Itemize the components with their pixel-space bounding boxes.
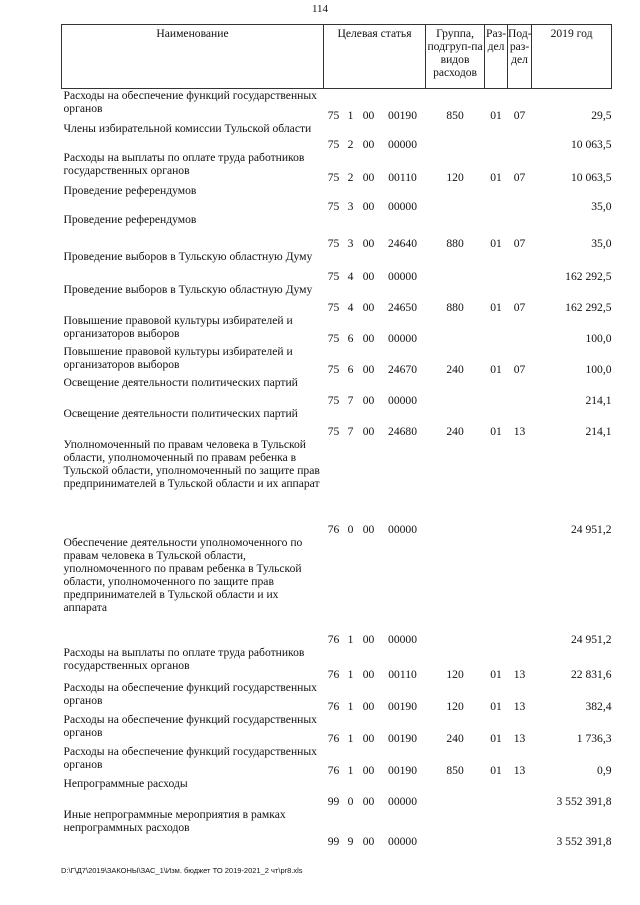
article-part-1: 75 [327, 237, 340, 250]
amount: 24 951,2 [570, 523, 612, 536]
section [485, 438, 508, 536]
subsection [508, 250, 532, 283]
budget-table [61, 24, 612, 848]
article-part-3: 00 [362, 732, 375, 745]
article-part-1: 75 [327, 270, 340, 283]
article-part-3: 00 [362, 237, 375, 250]
article-part-4: 00000 [388, 270, 418, 283]
table-row [62, 681, 612, 713]
row-name: Расходы на обеспечение функций государственных органов [63, 89, 317, 115]
expense-group: 120 [446, 700, 464, 713]
table-row [62, 314, 612, 345]
amount: 35,0 [591, 237, 612, 250]
section: 01 [490, 425, 502, 438]
amount: 24 951,2 [570, 633, 612, 646]
amount: 10 063,5 [570, 138, 612, 151]
article-part-4: 00000 [388, 633, 418, 646]
article-part-4: 00000 [388, 394, 418, 407]
row-name: Расходы на обеспечение функций государственных органов [63, 681, 317, 707]
row-name: Повышение правовой культуры избирателей и организаторов выборов [63, 345, 293, 371]
header-group: Группа, подгруп-па видов расходов [426, 25, 485, 89]
row-name: Проведение референдумов [63, 184, 197, 197]
article-part-2: 0 [347, 795, 354, 808]
article-part-1: 76 [327, 700, 340, 713]
amount: 382,4 [585, 700, 612, 713]
article-part-1: 76 [327, 668, 340, 681]
expense-group [426, 777, 485, 808]
subsection [508, 438, 532, 536]
article-part-4: 00000 [388, 138, 418, 151]
row-name: Проведение выборов в Тульскую областную Думу [63, 283, 313, 296]
subsection [508, 184, 532, 213]
table-row [62, 89, 612, 123]
article-part-4: 00190 [388, 764, 418, 777]
subsection: 13 [513, 425, 526, 438]
article-part-2: 2 [347, 138, 354, 151]
section [485, 184, 508, 213]
subsection: 07 [513, 171, 526, 184]
section: 01 [490, 109, 502, 122]
subsection: 13 [513, 668, 526, 681]
subsection [508, 536, 532, 646]
table-row [62, 808, 612, 848]
row-name: Расходы на выплаты по оплате труда работников государственных органов [63, 646, 305, 672]
subsection: 07 [513, 363, 526, 376]
article-part-2: 9 [347, 835, 354, 848]
article-part-2: 3 [347, 237, 354, 250]
header-name: Наименование [62, 25, 324, 89]
expense-group [426, 250, 485, 283]
article-part-4: 24650 [388, 301, 418, 314]
section: 01 [490, 732, 502, 745]
table-body [62, 89, 612, 849]
expense-group [426, 536, 485, 646]
table-row [62, 122, 612, 151]
article-part-1: 75 [327, 109, 340, 122]
section [485, 250, 508, 283]
article-part-3: 00 [362, 332, 375, 345]
article-part-4: 00000 [388, 795, 418, 808]
expense-group [426, 376, 485, 407]
article-part-1: 75 [327, 394, 340, 407]
subsection: 07 [513, 301, 526, 314]
article-part-2: 1 [347, 633, 354, 646]
article-part-2: 0 [347, 523, 354, 536]
article-part-2: 1 [347, 764, 354, 777]
row-name: Проведение референдумов [63, 213, 197, 226]
subsection: 13 [513, 700, 526, 713]
article-part-1: 75 [327, 301, 340, 314]
article-part-2: 1 [347, 732, 354, 745]
article-part-2: 3 [347, 200, 354, 213]
section: 01 [490, 668, 502, 681]
article-part-4: 00110 [388, 668, 417, 681]
expense-group: 240 [446, 425, 464, 438]
article-part-1: 75 [327, 171, 340, 184]
row-name: Уполномоченный по правам человека в Тульской области, уполномоченный по правам ребенка в Тульской области, уполномоченный по защите прав предпринимателей в Тульской области и их аппарат [63, 438, 320, 490]
article-part-1: 75 [327, 200, 340, 213]
section: 01 [490, 700, 502, 713]
file-path-footer: D:\Г\Д7\2019\ЗАКОНЫ\ЗАС_1\Изм. бюджет ТО 2019-2021_2 чт\pr8.xls [61, 866, 303, 875]
table-row [62, 151, 612, 184]
amount: 10 063,5 [570, 171, 612, 184]
article-part-2: 6 [347, 363, 354, 376]
expense-group: 880 [446, 301, 464, 314]
amount: 100,0 [585, 363, 612, 376]
article-part-3: 00 [362, 700, 375, 713]
header-subsection: Под-раз-дел [508, 25, 532, 89]
article-part-2: 2 [347, 171, 354, 184]
amount: 3 552 391,8 [556, 835, 612, 848]
table-row [62, 646, 612, 681]
header-section: Раз-дел [485, 25, 508, 89]
article-part-4: 00110 [388, 171, 417, 184]
article-part-2: 1 [347, 109, 354, 122]
article-part-4: 24670 [388, 363, 418, 376]
table-row [62, 536, 612, 646]
expense-group: 850 [446, 109, 464, 122]
subsection [508, 376, 532, 407]
article-part-4: 00000 [388, 835, 418, 848]
row-name: Освещение деятельности политических партий [63, 376, 298, 389]
article-part-1: 75 [327, 363, 340, 376]
amount: 162 292,5 [565, 270, 612, 283]
article-part-3: 00 [362, 109, 375, 122]
article-part-3: 00 [362, 270, 375, 283]
article-part-1: 75 [327, 425, 340, 438]
article-part-1: 76 [327, 523, 340, 536]
article-part-2: 7 [347, 394, 354, 407]
row-name: Члены избирательной комиссии Тульской области [63, 122, 312, 135]
row-name: Повышение правовой культуры избирателей и организаторов выборов [63, 314, 293, 340]
expense-group: 240 [446, 363, 464, 376]
article-part-1: 75 [327, 332, 340, 345]
subsection: 07 [513, 237, 526, 250]
amount: 29,5 [591, 109, 612, 122]
page-number: 114 [311, 3, 329, 15]
row-name: Обеспечение деятельности уполномоченного по правам человека в Тульской области, уполномоченного по правам ребенка в Тульской области, уполномоченного по защите прав предпринимателей в Тульской области и их аппарата [63, 536, 303, 614]
expense-group [426, 314, 485, 345]
table-row [62, 345, 612, 376]
article-part-2: 7 [347, 425, 354, 438]
article-part-4: 24680 [388, 425, 418, 438]
article-part-4: 00000 [388, 523, 418, 536]
article-part-3: 00 [362, 764, 375, 777]
section [485, 122, 508, 151]
expense-group [426, 438, 485, 536]
article-part-1: 76 [327, 764, 340, 777]
amount: 100,0 [585, 332, 612, 345]
article-part-3: 00 [362, 425, 375, 438]
article-part-2: 6 [347, 332, 354, 345]
article-part-1: 76 [327, 732, 340, 745]
article-part-2: 4 [347, 301, 354, 314]
article-part-1: 99 [327, 795, 340, 808]
article-part-1: 76 [327, 633, 340, 646]
section [485, 808, 508, 848]
expense-group: 880 [446, 237, 464, 250]
table-row [62, 745, 612, 777]
expense-group: 850 [446, 764, 464, 777]
row-name: Иные непрограммные мероприятия в рамках непрограммных расходов [63, 808, 286, 834]
article-part-1: 99 [327, 835, 340, 848]
expense-group: 240 [446, 732, 464, 745]
section: 01 [490, 764, 502, 777]
amount: 3 552 391,8 [556, 795, 612, 808]
article-part-3: 00 [362, 633, 375, 646]
subsection: 13 [513, 732, 526, 745]
section: 01 [490, 237, 502, 250]
table-row [62, 283, 612, 314]
article-part-4: 00190 [388, 700, 418, 713]
table-row [62, 213, 612, 250]
header-year: 2019 год [532, 25, 612, 89]
article-part-2: 1 [347, 700, 354, 713]
section [485, 314, 508, 345]
article-part-3: 00 [362, 523, 375, 536]
subsection [508, 122, 532, 151]
section: 01 [490, 301, 502, 314]
table-row [62, 777, 612, 808]
subsection [508, 777, 532, 808]
section: 01 [490, 363, 502, 376]
section: 01 [490, 171, 502, 184]
table-row [62, 250, 612, 283]
expense-group [426, 122, 485, 151]
article-part-4: 24640 [388, 237, 418, 250]
article-part-3: 00 [362, 200, 375, 213]
table-row [62, 376, 612, 407]
expense-group: 120 [446, 171, 464, 184]
table-row [62, 438, 612, 536]
article-part-3: 00 [362, 394, 375, 407]
article-part-4: 00190 [388, 732, 418, 745]
subsection: 13 [513, 764, 526, 777]
article-part-4: 00190 [388, 109, 418, 122]
article-part-3: 00 [362, 795, 375, 808]
row-name: Расходы на выплаты по оплате труда работников государственных органов [63, 151, 305, 177]
article-part-3: 00 [362, 363, 375, 376]
expense-group: 120 [446, 668, 464, 681]
amount: 214,1 [585, 425, 612, 438]
amount: 22 831,6 [570, 668, 612, 681]
section [485, 536, 508, 646]
article-part-2: 4 [347, 270, 354, 283]
amount: 214,1 [585, 394, 612, 407]
amount: 162 292,5 [565, 301, 612, 314]
row-name: Непрограммные расходы [63, 777, 188, 790]
table-row [62, 184, 612, 213]
header-article: Целевая статья [324, 25, 426, 89]
section [485, 376, 508, 407]
row-name: Расходы на обеспечение функций государственных органов [63, 713, 317, 739]
section [485, 777, 508, 808]
article-part-3: 00 [362, 138, 375, 151]
article-part-3: 00 [362, 301, 375, 314]
amount: 0,9 [597, 764, 612, 777]
table-row [62, 407, 612, 438]
article-part-3: 00 [362, 835, 375, 848]
article-part-4: 00000 [388, 200, 418, 213]
article-part-3: 00 [362, 171, 375, 184]
subsection [508, 808, 532, 848]
article-part-4: 00000 [388, 332, 418, 345]
amount: 35,0 [591, 200, 612, 213]
subsection [508, 314, 532, 345]
amount: 1 736,3 [576, 732, 612, 745]
row-name: Проведение выборов в Тульскую областную Думу [63, 250, 313, 263]
article-part-2: 1 [347, 668, 354, 681]
article-part-1: 75 [327, 138, 340, 151]
expense-group [426, 184, 485, 213]
subsection: 07 [513, 109, 526, 122]
row-name: Освещение деятельности политических партий [63, 407, 298, 420]
article-part-3: 00 [362, 668, 375, 681]
table-row [62, 713, 612, 745]
row-name: Расходы на обеспечение функций государственных органов [63, 745, 317, 771]
expense-group [426, 808, 485, 848]
